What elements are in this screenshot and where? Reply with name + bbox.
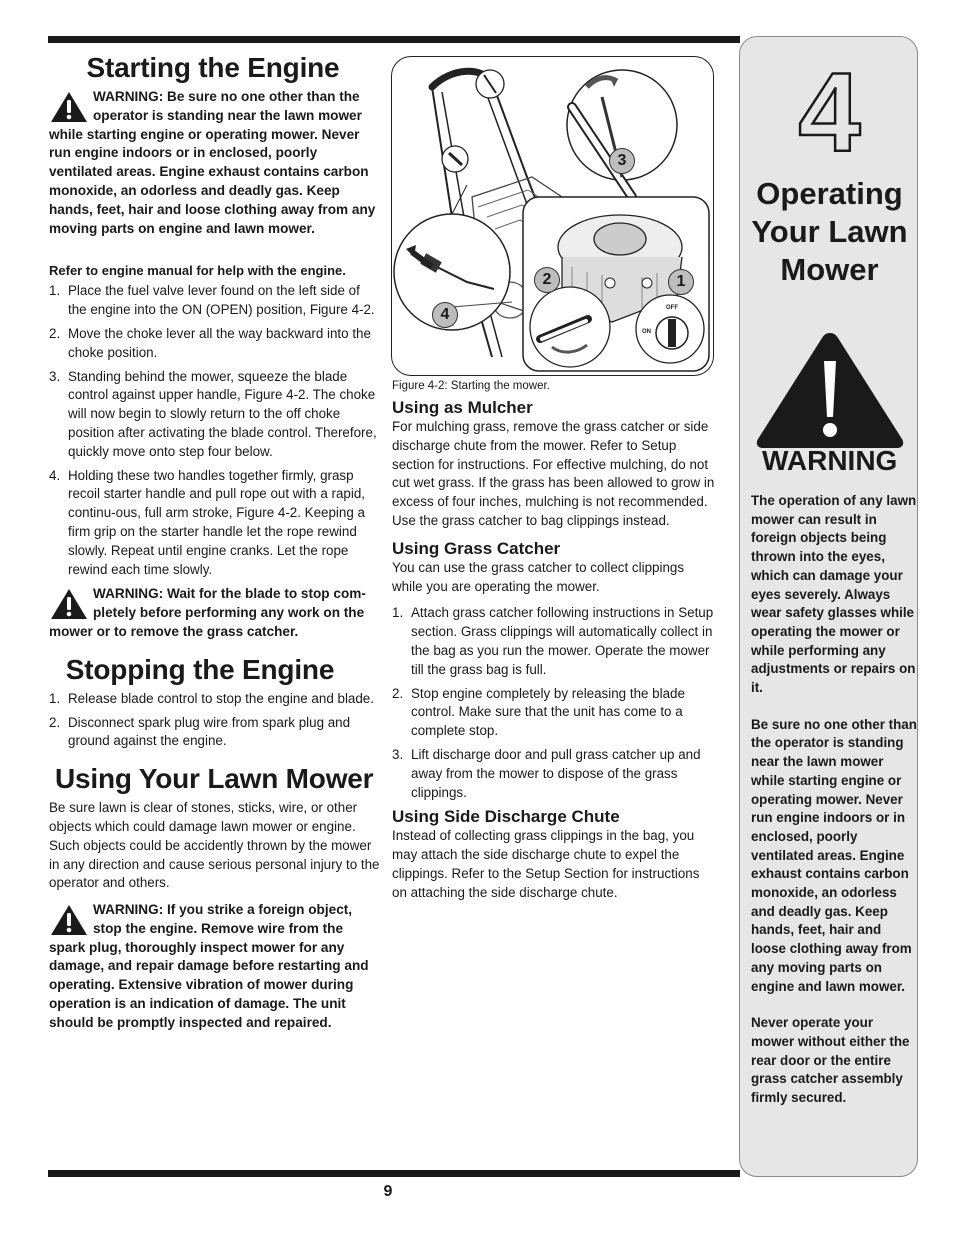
dial-off-label: OFF: [666, 305, 678, 311]
chute-body: Instead of collecting grass clippings in the bag, you may attach the side discharge chute to expel the clippings. Refer to the Setup Section for instructions on attaching the side discharge chute.: [392, 828, 700, 900]
warning-blade-stop: WARNING: Wait for the blade to stop com-pletely before performing any work on the mower or to remove the grass catcher.: [49, 586, 366, 639]
callout-4: 4: [432, 302, 458, 328]
callout-1: 1: [668, 269, 694, 295]
list-item: 1. Attach grass catcher following instructions in Setup section. Grass clippings will automatically collect in the bag as you run the mower. Operate the mower till the grass bag is full.: [392, 605, 714, 677]
sidebar-warning-paragraph: Never operate your mower without either the rear door or the entire grass catcher assembly firmly secured.: [751, 1015, 910, 1106]
chapter-number: 4: [798, 50, 861, 175]
sidebar-warning-paragraph: The operation of any lawn mower can result in foreign objects being thrown into the eyes, which can damage your eyes severely. Always wear safety glasses while operating the mower or while performing any adjustments or repairs on it.: [751, 493, 917, 696]
list-item: 3. Standing behind the mower, squeeze the blade control against upper handle, Figure 4-2. The choke will now begin to slowly return to the off choke position after activating the blade control. Therefore, quickly move onto step four below.: [49, 368, 377, 459]
middle-column: [392, 380, 716, 903]
catcher-steps: [392, 604, 716, 802]
bottom-rule: [48, 1170, 740, 1177]
chapter-sidebar: [739, 36, 918, 1177]
catcher-body: You can use the grass catcher to collect clippings while you are operating the mower.: [392, 559, 685, 594]
mulcher-body: For mulching grass, remove the grass catcher or side discharge chute from the mower. Refer to Setup section for instructions. For effective mulching, do not cut wet grass. If the grass has been allowed to grow in excess of four inches, mulching is not recommended. Use the grass catcher to bag clippings instead.: [392, 419, 715, 528]
figure-starting-mower: [391, 56, 714, 376]
list-item: 3. Lift discharge door and pull grass catcher up and away from the mower to dispose of the grass clippings.: [392, 746, 701, 800]
list-item: 2. Disconnect spark plug wire from spark plug and ground against the engine.: [49, 714, 351, 749]
warning-triangle-icon: [754, 329, 906, 451]
page-number: 9: [383, 1183, 393, 1200]
chapter-title: Operating Your Lawn Mower: [751, 176, 908, 287]
starting-steps: [49, 282, 381, 579]
sidebar-warnings: [751, 492, 917, 1126]
warning-triangle-icon: [49, 90, 89, 124]
heading-using-lawn-mower: Using Your Lawn Mower: [55, 763, 374, 795]
left-column: [49, 52, 381, 1033]
warning-foreign-object: WARNING: If you strike a foreign object, stop the engine. Remove wire from the spark plug, thoroughly inspect mower for any damage, and repair damage before restarting and operating. Extensive vibration of mower during operation is an indication of damage. The unit should be promptly inspected and repaired.: [49, 902, 369, 1030]
sidebar-warning-paragraph: Be sure no one other than the operator is standing near the lawn mower while starting engine or operating mower. Never run engine indoors or in enclosed, poorly ventilated areas. Engine exhaust contains carbon monoxide, an odorless and deadly gas. Keep hands, feet, hair and loose clothing away from any moving parts on engine and lawn mower.: [751, 716, 917, 994]
dial-on-label: ON: [642, 329, 651, 335]
list-item: 2. Move the choke lever all the way backward into the choke position.: [49, 325, 371, 360]
mower-illustration: [392, 57, 714, 376]
warning-triangle-icon: [49, 903, 89, 937]
warning-label: WARNING: [762, 445, 898, 476]
stopping-steps: [49, 690, 381, 751]
list-item: 2. Stop engine completely by releasing the blade control. Make sure that the unit has come to a complete stop.: [392, 685, 685, 739]
refer-engine-manual: Refer to engine manual for help with the engine.: [49, 263, 346, 279]
warning-starting: WARNING: Be sure no one other than the operator is standing near the lawn mower while starting engine or operating mower. Never run engine indoors or in enclosed, poorly ventilated areas. Engine exhaust contains carbon monoxide, an odorless and deadly gas. Keep hands, feet, hair and loose clothing away from any moving parts on engine and lawn mower.: [49, 89, 376, 236]
list-item: 1. Place the fuel valve lever found on the left side of the engine into the ON (OPEN) position, Figure 4-2.: [49, 283, 375, 318]
top-rule: [48, 36, 740, 43]
heading-using-as-mulcher: Using as Mulcher: [392, 398, 533, 417]
callout-3: 3: [609, 148, 635, 174]
callout-2: 2: [534, 267, 560, 293]
heading-stopping-engine: Stopping the Engine: [65, 653, 335, 685]
heading-using-grass-catcher: Using Grass Catcher: [392, 538, 561, 558]
heading-starting-engine: Starting the Engine: [86, 52, 340, 83]
figure-caption: Figure 4-2: Starting the mower.: [392, 380, 550, 392]
warning-triangle-icon: [49, 587, 89, 621]
heading-using-side-discharge-chute: Using Side Discharge Chute: [392, 807, 620, 827]
using-body: Be sure lawn is clear of stones, sticks, wire, or other objects which could damage lawn mower or engine. Such objects could be accidently thrown by the mower in any direction and cause serious personal injury to the operator and others.: [49, 800, 380, 891]
list-item: 1. Release blade control to stop the engine and blade.: [49, 690, 374, 706]
list-item: 4. Holding these two handles together firmly, grasp recoil starter handle and pull rope out with a rapid, continu-ous, full arm stroke, Figure 4-2. Keeping a firm grip on the starter handle let the rope rewind slowly. Repeat until engine cranks. Let the rope rewind each time slowly.: [49, 467, 366, 577]
